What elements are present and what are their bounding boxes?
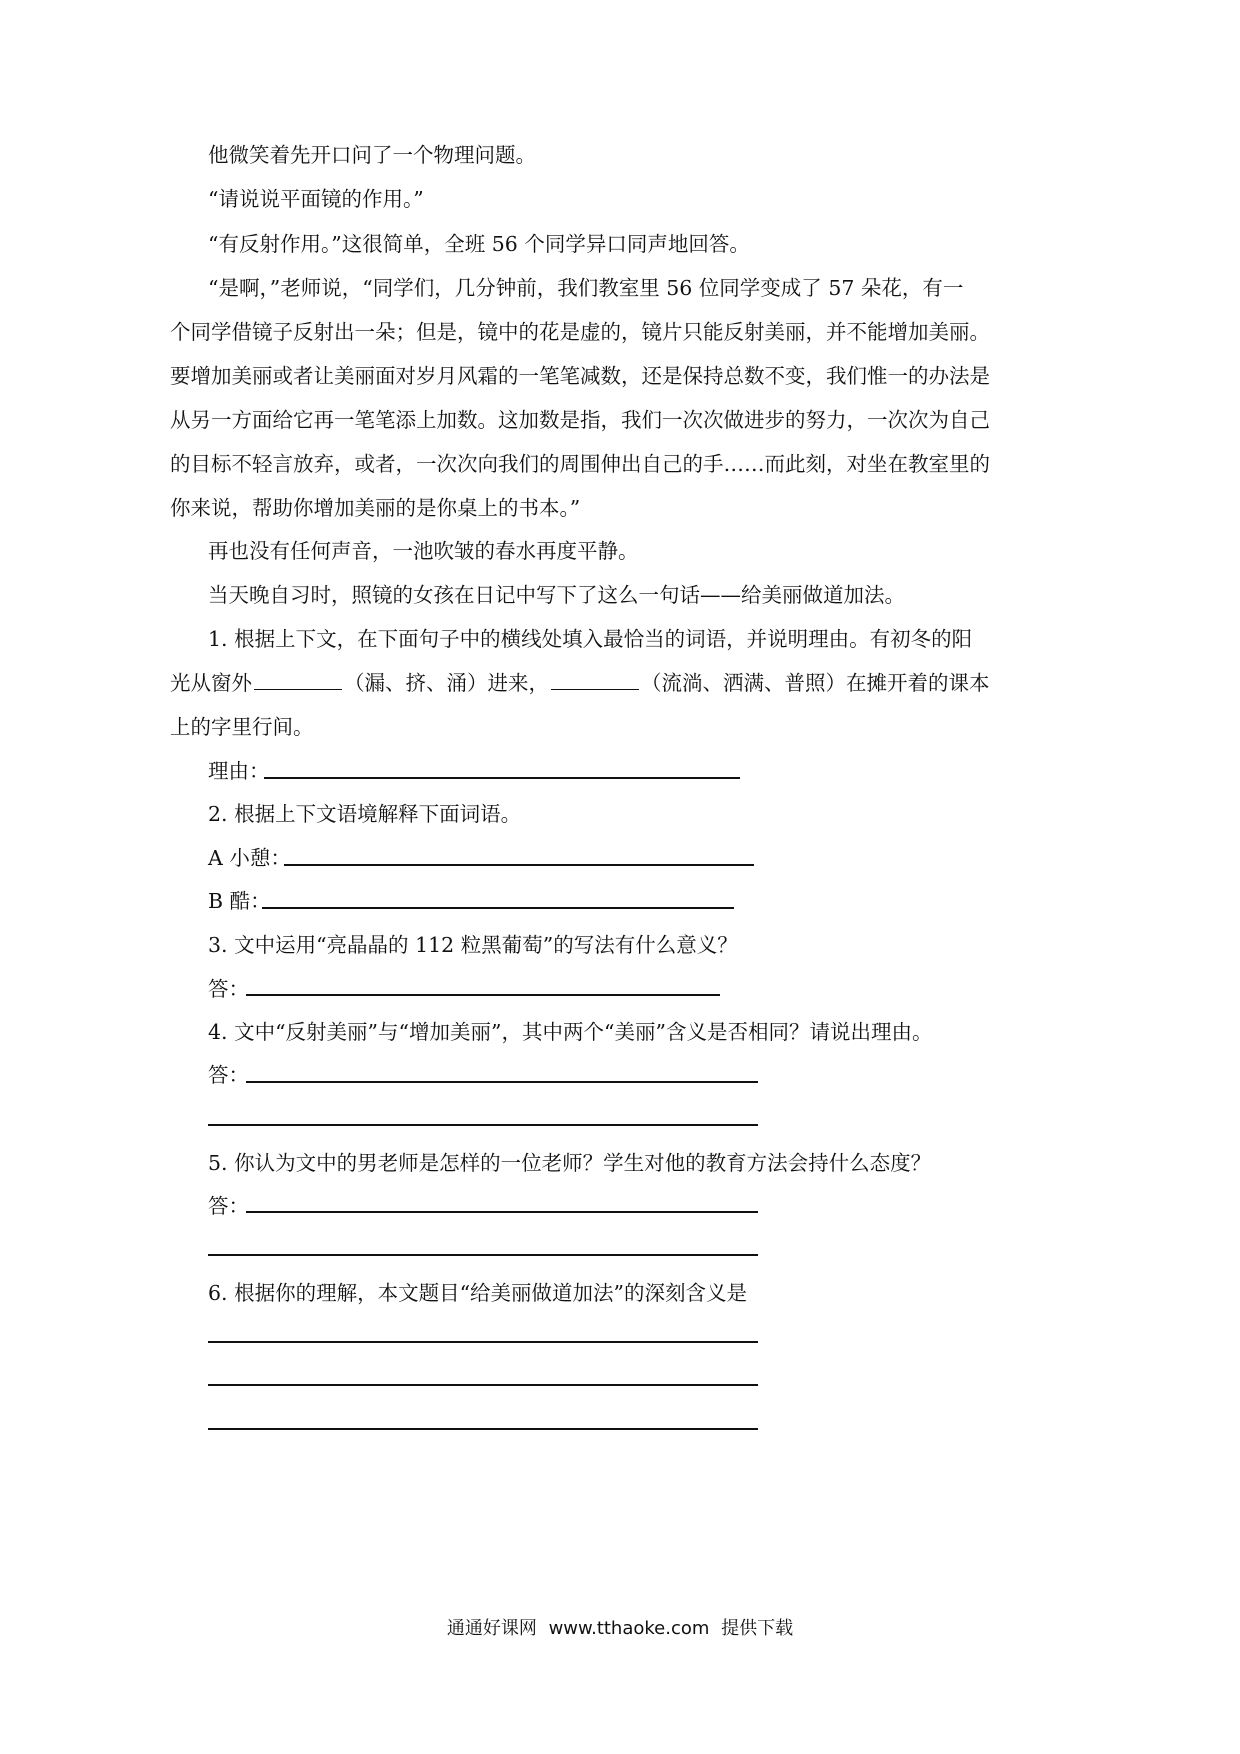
question-1-reason-answer-line[interactable]	[264, 777, 740, 779]
question-5-text: 5. 你认为文中的男老师是怎样的一位老师？学生对他的教育方法会持什么态度？	[208, 1151, 932, 1175]
question-1-text-part-a: 光从窗外	[170, 671, 252, 695]
question-3-answer-label: 答：	[208, 977, 249, 1001]
question-1-text-end: 上的字里行间。	[170, 715, 314, 739]
question-5-answer-label: 答：	[208, 1194, 249, 1218]
passage-paragraph-4-line-3: 要增加美丽或者让美丽面对岁月风霜的一笔笔减数，还是保持总数不变，我们惟一的办法是	[170, 364, 990, 388]
question-6-answer-line-3[interactable]	[208, 1428, 758, 1430]
question-2-text: 2. 根据上下文语境解释下面词语。	[208, 802, 522, 826]
question-3-text: 3. 文中运用“亮晶晶的 112 粒黑葡萄”的写法有什么意义？	[208, 933, 738, 957]
question-1-options-b: （流淌、洒满、普照）在摊开着的课本	[641, 671, 990, 695]
question-1-fill-line	[170, 668, 990, 698]
question-2-b-label: B 酷：	[208, 889, 271, 913]
question-4-answer-line-1[interactable]	[246, 1081, 758, 1083]
passage-paragraph-4-line-1: “是啊，”老师说，“同学们，几分钟前，我们教室里 56 位同学变成了 57 朵花，有一	[208, 276, 964, 300]
footer-url-link[interactable]: www.tthaoke.com	[548, 1618, 710, 1639]
question-6-answer-line-2[interactable]	[208, 1384, 758, 1386]
page-footer	[0, 1616, 1240, 1642]
passage-paragraph-3: “有反射作用。”这很简单，全班 56 个同学异口同声地回答。	[208, 232, 750, 256]
question-2-b-answer-line[interactable]	[262, 907, 734, 909]
passage-paragraph-4-line-2: 个同学借镜子反射出一朵；但是，镜中的花是虚的，镜片只能反射美丽，并不能增加美丽。	[170, 320, 990, 344]
question-1-text: 1. 根据上下文，在下面句子中的横线处填入最恰当的词语，并说明理由。有初冬的阳	[208, 627, 973, 651]
passage-paragraph-2: “请说说平面镜的作用。”	[208, 187, 424, 211]
question-2-a-answer-line[interactable]	[284, 864, 754, 866]
question-4-text: 4. 文中“反射美丽”与“增加美丽”，其中两个“美丽”含义是否相同？请说出理由。	[208, 1020, 933, 1044]
question-5-answer-line-1[interactable]	[246, 1211, 758, 1213]
footer-suffix: 提供下载	[721, 1618, 794, 1639]
passage-paragraph-5: 再也没有任何声音，一池吹皱的春水再度平静。	[208, 539, 639, 563]
footer-site-name: 通通好课网	[446, 1618, 537, 1639]
passage-paragraph-6: 当天晚自习时，照镜的女孩在日记中写下了这么一句话——给美丽做道加法。	[208, 583, 905, 607]
question-4-answer-line-2[interactable]	[208, 1124, 758, 1126]
question-6-text: 6. 根据你的理解，本文题目“给美丽做道加法”的深刻含义是	[208, 1281, 748, 1305]
question-5-answer-line-2[interactable]	[208, 1254, 758, 1256]
question-2-a-label: A 小憩：	[208, 846, 291, 870]
question-1-reason-label: 理由：	[208, 759, 270, 783]
question-4-answer-label: 答：	[208, 1063, 249, 1087]
blank-2[interactable]	[551, 671, 639, 690]
question-3-answer-line[interactable]	[246, 994, 720, 996]
passage-paragraph-1: 他微笑着先开口问了一个物理问题。	[208, 143, 536, 167]
question-6-answer-line-1[interactable]	[208, 1341, 758, 1343]
question-1-options-a: （漏、挤、涌）进来，	[344, 671, 549, 695]
passage-paragraph-4-line-4: 从另一方面给它再一笔笔添上加数。这加数是指，我们一次次做进步的努力，一次次为自己	[170, 408, 990, 432]
passage-paragraph-4-line-6: 你来说，帮助你增加美丽的是你桌上的书本。”	[170, 496, 581, 520]
passage-paragraph-4-line-5: 的目标不轻言放弃，或者，一次次向我们的周围伸出自己的手……而此刻，对坐在教室里的	[170, 452, 990, 476]
blank-1[interactable]	[254, 671, 342, 690]
